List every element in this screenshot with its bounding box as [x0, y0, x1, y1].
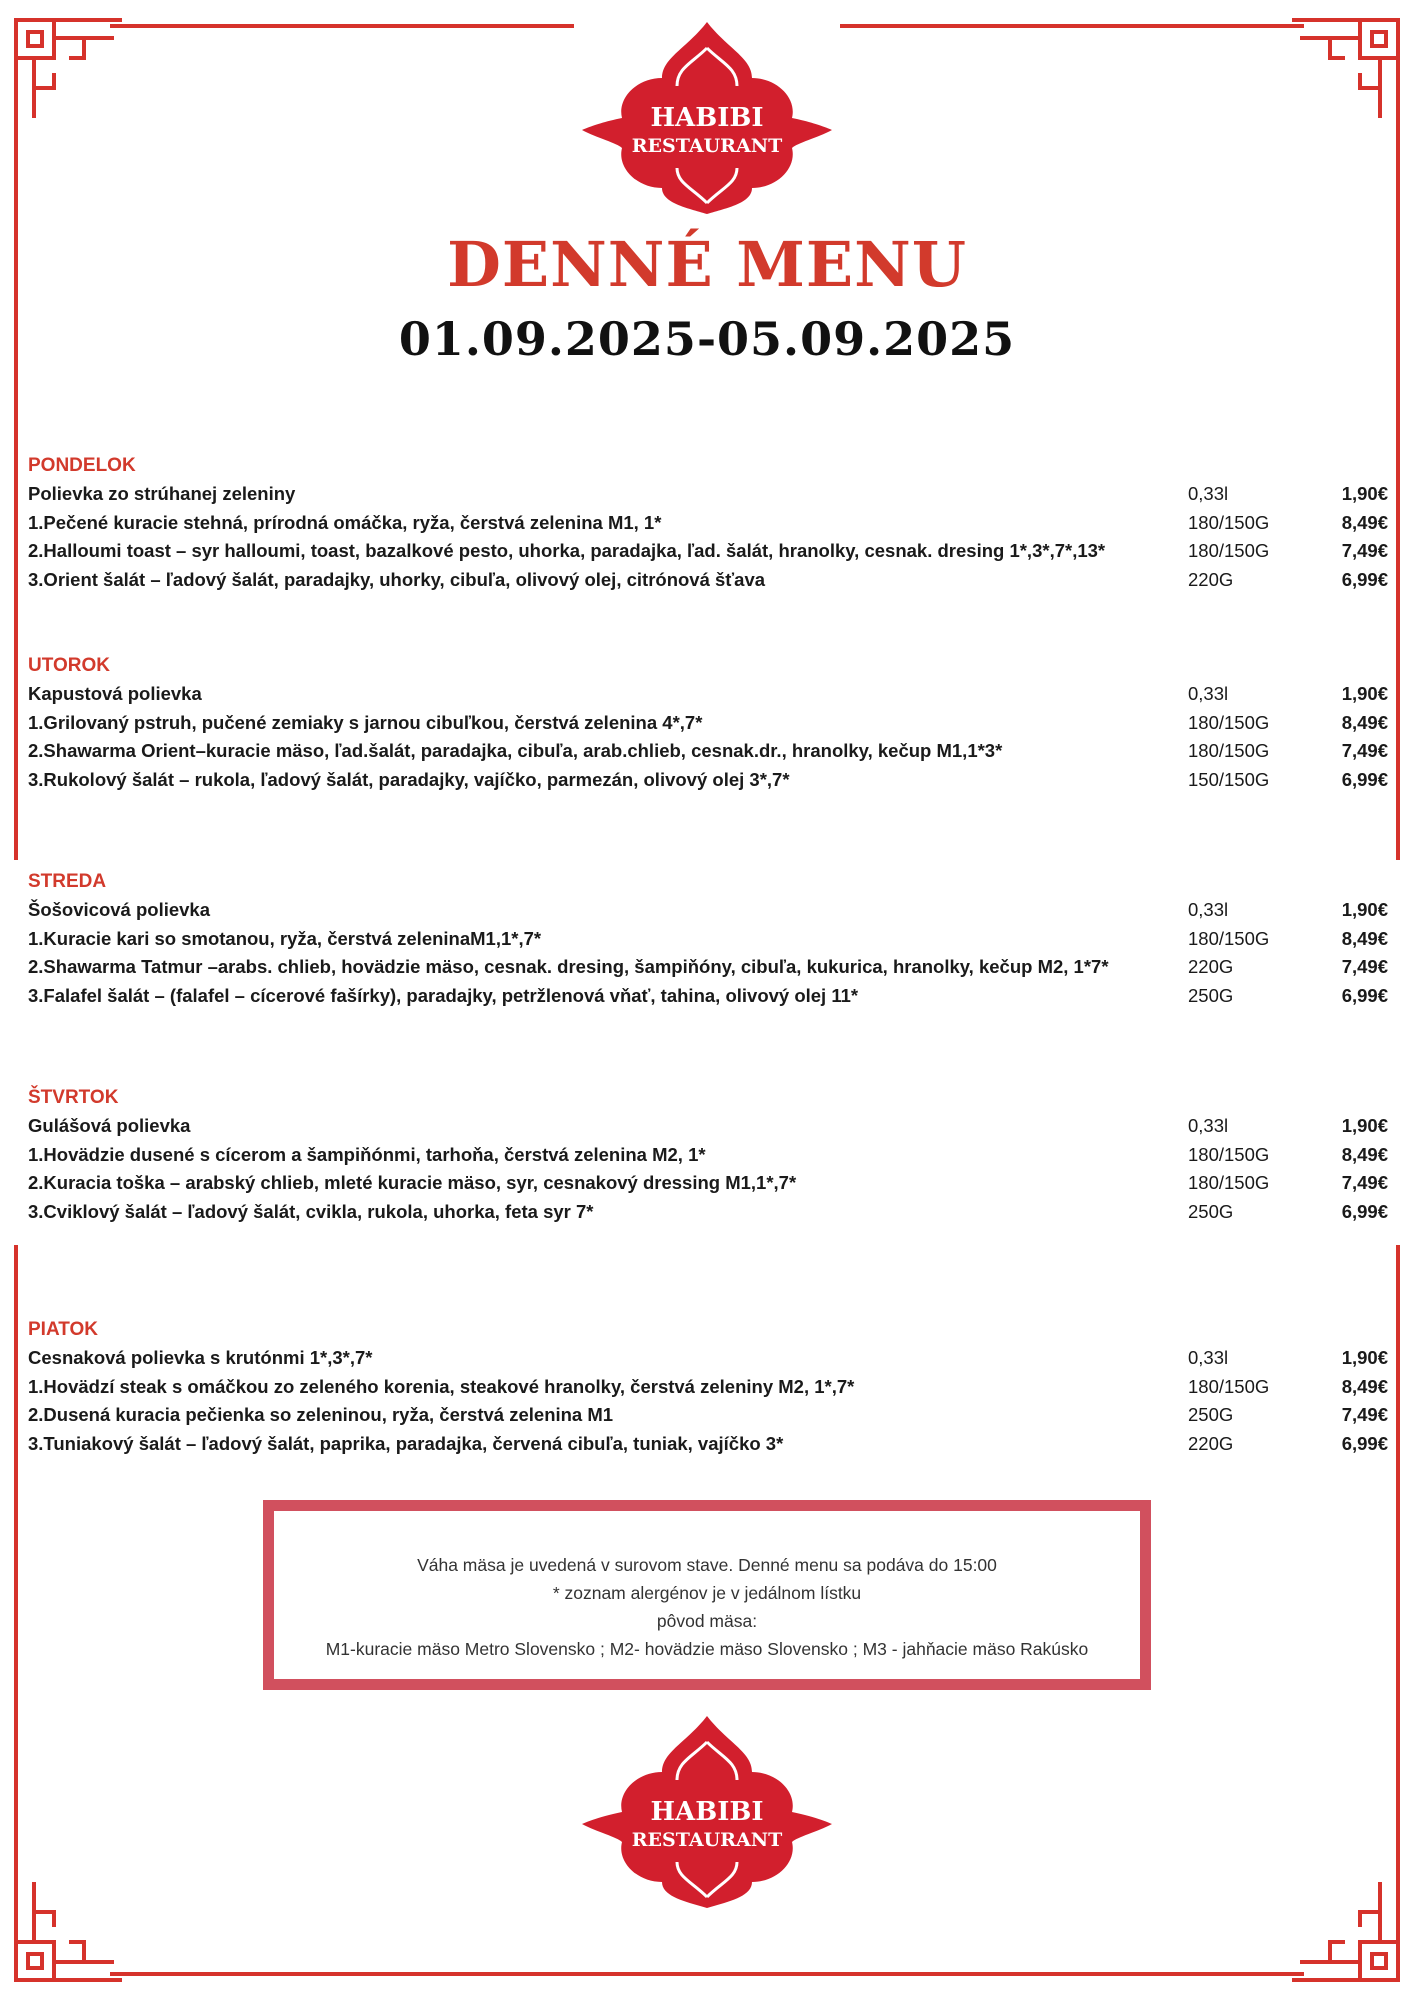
dish-weight: 220G [1188, 568, 1234, 590]
menu-item [28, 1141, 1388, 1170]
menu-item [28, 1198, 1388, 1227]
dish-price: 6,99€ [1341, 1432, 1388, 1454]
dish-name: 2.Shawarma Tatmur –arabs. chlieb, hovädzie mäso, cesnak. dresing, šampiňóny, cibuľa, kukurica, hranolky, kečup M2, 1*7* [28, 956, 1109, 977]
dish-weight: 180/150G [1188, 711, 1270, 733]
corner-ornament-bottom-right [1290, 1872, 1400, 1982]
logo-text-habibi: HABIBI [650, 103, 764, 133]
dish-weight: 180/150G [1188, 1375, 1270, 1397]
menu-item [28, 925, 1388, 954]
day-section-wednesday [28, 868, 1388, 1010]
menu-item [28, 509, 1388, 538]
dish-weight: 180/150G [1188, 927, 1270, 949]
dish-weight: 0,33l [1188, 1347, 1229, 1368]
dish-weight: 250G [1188, 984, 1234, 1006]
dish-name: Gulášová polievka [28, 1115, 191, 1136]
dish-name: 1.Grilovaný pstruh, pučené zemiaky s jarnou cibuľkou, čerstvá zelenina 4*,7* [28, 711, 703, 733]
dish-price: 6,99€ [1341, 768, 1388, 790]
dish-name: 3.Tuniakový šalát – ľadový šalát, paprika, paradajka, červená cibuľa, tuniak, vajíčko 3* [28, 1432, 784, 1454]
dish-name: 2.Halloumi toast – syr halloumi, toast, bazalkové pesto, uhorka, paradajka, ľad. šalát, hranolky, cesnak. dresing 1*,3*,7*,13* [28, 540, 1106, 561]
notice-box [263, 1500, 1151, 1690]
day-section-thursday [28, 1084, 1388, 1226]
dish-name: Šošovicová polievka [28, 899, 211, 920]
dish-price: 8,49€ [1341, 1375, 1388, 1397]
menu-item [28, 1401, 1388, 1430]
dish-weight: 220G [1188, 956, 1234, 977]
dish-name: 1.Pečené kuracie stehná, prírodná omáčka, ryža, čerstvá zelenina M1, 1* [28, 511, 662, 533]
dish-weight: 0,33l [1188, 1115, 1229, 1136]
corner-ornament-bottom-left [14, 1872, 124, 1982]
dish-weight: 180/150G [1188, 1143, 1270, 1165]
menu-item [28, 1373, 1388, 1402]
menu-item [28, 1430, 1388, 1459]
dish-name: Kapustová polievka [28, 683, 202, 704]
menu-item [28, 896, 1388, 925]
logo-text-restaurant: RESTAURANT [631, 135, 783, 157]
dish-price: 6,99€ [1341, 568, 1388, 590]
dish-name: 2.Kuracia toška – arabský chlieb, mleté kuracie mäso, syr, cesnakový dressing M1,1*,7* [28, 1172, 797, 1193]
dish-price: 8,49€ [1341, 1143, 1388, 1165]
dish-price: 8,49€ [1341, 927, 1388, 949]
corner-ornament-top-right [1290, 18, 1400, 128]
dish-name: 3.Orient šalát – ľadový šalát, paradajky, uhorky, cibuľa, olivový olej, citrónová šťava [28, 568, 766, 590]
dish-weight: 0,33l [1188, 483, 1229, 504]
frame-top-line-right [840, 24, 1304, 28]
menu-item [28, 1112, 1388, 1141]
dish-name: 3.Falafel šalát – (falafel – cícerové fašírky), paradajky, petržlenová vňať, tahina, olivový olej 11* [28, 984, 859, 1006]
menu-item [28, 766, 1388, 795]
day-section-tuesday [28, 652, 1388, 794]
day-heading: ŠTVRTOK [28, 1087, 119, 1108]
dish-name: Polievka zo strúhanej zeleniny [28, 483, 296, 504]
day-section-monday [28, 452, 1388, 594]
dish-price: 1,90€ [1341, 1347, 1388, 1368]
day-heading: PIATOK [28, 1319, 99, 1340]
dish-price: 7,49€ [1341, 740, 1388, 761]
dish-price: 1,90€ [1341, 483, 1388, 504]
dish-price: 1,90€ [1341, 899, 1388, 920]
dish-name: 1.Kuracie kari so smotanou, ryža, čerstvá zeleninaM1,1*,7* [28, 927, 542, 949]
dish-weight: 250G [1188, 1200, 1234, 1222]
menu-item [28, 1169, 1388, 1198]
dish-price: 7,49€ [1341, 956, 1388, 977]
day-heading: UTOROK [28, 655, 110, 676]
notice-line-weight: Váha mäsa je uvedená v surovom stave. Denné menu sa podáva do 15:00 [417, 1555, 997, 1575]
dish-weight: 0,33l [1188, 899, 1229, 920]
dish-weight: 180/150G [1188, 511, 1270, 533]
menu-item [28, 537, 1388, 566]
dish-name: 1.Hovädzí steak s omáčkou zo zeleného korenia, steakové hranolky, čerstvá zeleniny M2, 1*,7* [28, 1375, 855, 1397]
restaurant-logo-top [577, 18, 837, 218]
menu-item [28, 480, 1388, 509]
dish-name: 2.Shawarma Orient–kuracie mäso, ľad.šalát, paradajka, cibuľa, arab.chlieb, cesnak.dr., hranolky, kečup M1,1*3* [28, 740, 1003, 761]
menu-item [28, 982, 1388, 1011]
menu-item [28, 566, 1388, 595]
day-heading: STREDA [28, 871, 107, 892]
dish-name: 3.Rukolový šalát – rukola, ľadový šalát, paradajky, vajíčko, parmezán, olivový olej 3*,7* [28, 768, 790, 790]
dish-weight: 150/150G [1188, 768, 1270, 790]
notice-line-origin-heading: pôvod mäsa: [656, 1611, 758, 1631]
dish-weight: 220G [1188, 1432, 1234, 1454]
dish-price: 6,99€ [1341, 984, 1388, 1006]
menu-item [28, 953, 1388, 982]
page-title: DENNÉ MENU [447, 228, 967, 301]
dish-name: 1.Hovädzie dusené s cícerom a šampiňónmi, tarhoňa, čerstvá zelenina M2, 1* [28, 1143, 706, 1165]
frame-bottom-line [110, 1972, 1304, 1976]
logo-text-habibi: HABIBI [650, 1797, 764, 1827]
menu-item [28, 1344, 1388, 1373]
date-range: 01.09.2025-05.09.2025 [398, 312, 1016, 366]
dish-weight: 250G [1188, 1404, 1234, 1425]
menu-item [28, 709, 1388, 738]
day-heading: PONDELOK [28, 455, 136, 476]
dish-price: 8,49€ [1341, 711, 1388, 733]
dish-weight: 180/150G [1188, 740, 1270, 761]
frame-top-line [110, 24, 574, 28]
notice-line-origin: M1-kuracie mäso Metro Slovensko ; M2- hovädzie mäso Slovensko ; M3 - jahňacie mäso Rakúsko [325, 1639, 1089, 1659]
dish-price: 1,90€ [1341, 683, 1388, 704]
dish-weight: 180/150G [1188, 1172, 1270, 1193]
dish-price: 8,49€ [1341, 511, 1388, 533]
menu-item [28, 680, 1388, 709]
dish-name: 3.Cviklový šalát – ľadový šalát, cvikla, rukola, uhorka, feta syr 7* [28, 1200, 594, 1222]
dish-name: 2.Dusená kuracia pečienka so zeleninou, ryža, čerstvá zelenina M1 [28, 1404, 614, 1425]
dish-price: 7,49€ [1341, 1404, 1388, 1425]
restaurant-logo-bottom [577, 1712, 837, 1912]
menu-item [28, 737, 1388, 766]
corner-ornament-top-left [14, 18, 124, 128]
frame-left-line-lower [14, 1245, 18, 1885]
dish-price: 7,49€ [1341, 1172, 1388, 1193]
frame-right-line-lower [1396, 1245, 1400, 1885]
dish-price: 1,90€ [1341, 1115, 1388, 1136]
dish-name: Cesnaková polievka s krutónmi 1*,3*,7* [28, 1347, 373, 1368]
dish-weight: 0,33l [1188, 683, 1229, 704]
dish-weight: 180/150G [1188, 540, 1270, 561]
dish-price: 7,49€ [1341, 540, 1388, 561]
day-section-friday [28, 1316, 1388, 1458]
dish-price: 6,99€ [1341, 1200, 1388, 1222]
notice-line-allergens: * zoznam alergénov je v jedálnom lístku [552, 1583, 862, 1603]
logo-text-restaurant: RESTAURANT [631, 1829, 783, 1851]
